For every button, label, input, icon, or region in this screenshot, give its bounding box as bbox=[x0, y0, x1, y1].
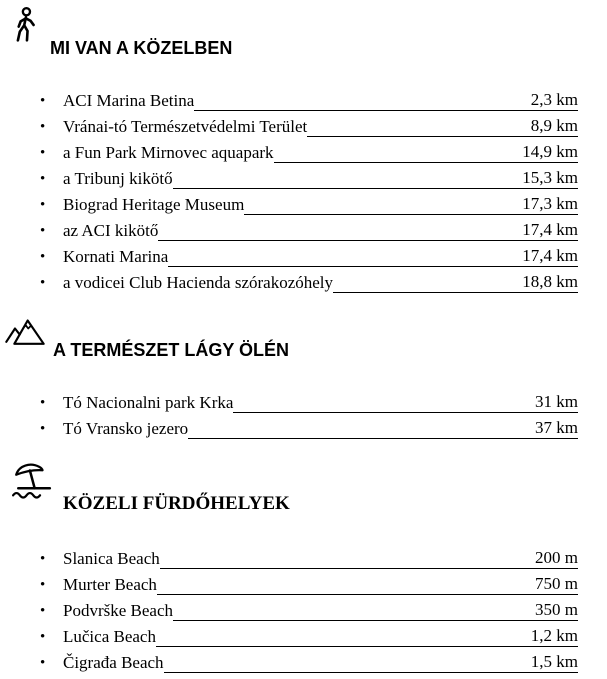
distance-value: 18,8 km bbox=[522, 272, 578, 291]
distance-value: 15,3 km bbox=[522, 168, 578, 187]
distance-value: 17,4 km bbox=[522, 220, 578, 239]
distance-value: 8,9 km bbox=[530, 116, 578, 135]
list-item bbox=[8, 163, 578, 189]
underline-leader bbox=[160, 568, 535, 569]
underline-leader bbox=[158, 240, 522, 241]
underline-leader bbox=[307, 136, 531, 137]
underline-leader bbox=[173, 188, 523, 189]
place-name: Kornati Marina bbox=[63, 247, 169, 266]
underline-leader bbox=[156, 646, 531, 647]
place-name: az ACI kikötő bbox=[63, 221, 159, 240]
list-item bbox=[8, 647, 578, 673]
list-item bbox=[8, 189, 578, 215]
list-item bbox=[8, 111, 578, 137]
underline-leader bbox=[244, 214, 522, 215]
section-header bbox=[8, 315, 578, 361]
distance-value: 17,3 km bbox=[522, 194, 578, 213]
mountain-icon bbox=[5, 315, 45, 346]
walking-person-icon bbox=[8, 6, 41, 45]
list-item bbox=[8, 215, 578, 241]
section-title: A TERMÉSZET LÁGY ÖLÉN bbox=[53, 340, 290, 360]
list-item bbox=[8, 569, 578, 595]
list-item bbox=[8, 267, 578, 293]
place-name: Vránai-tó Természetvédelmi Terület bbox=[63, 117, 308, 136]
distance-value: 14,9 km bbox=[522, 142, 578, 161]
list-item bbox=[8, 413, 578, 439]
place-name: a vodicei Club Hacienda szórakozóhely bbox=[63, 273, 334, 292]
bullet-icon: • bbox=[40, 249, 46, 265]
bullet-icon: • bbox=[40, 93, 46, 109]
list-item bbox=[8, 85, 578, 111]
bullet-icon: • bbox=[40, 395, 46, 411]
beaches-list bbox=[8, 543, 578, 673]
place-name: a Fun Park Mirnovec aquapark bbox=[63, 143, 274, 162]
beach-umbrella-icon bbox=[12, 461, 54, 503]
section-title: KÖZELI FÜRDŐHELYEK bbox=[63, 493, 290, 514]
underline-leader bbox=[333, 292, 522, 293]
section-nearby bbox=[8, 6, 578, 293]
list-item bbox=[8, 137, 578, 163]
section-title: MI VAN A KÖZELBEN bbox=[50, 38, 233, 58]
place-name: a Tribunj kikötő bbox=[63, 169, 173, 188]
underline-leader bbox=[168, 266, 522, 267]
section-header bbox=[8, 461, 578, 515]
bullet-icon: • bbox=[40, 171, 46, 187]
distance-value: 1,5 km bbox=[530, 652, 578, 671]
underline-leader bbox=[173, 620, 535, 621]
place-name: Biograd Heritage Museum bbox=[63, 195, 245, 214]
list-item bbox=[8, 621, 578, 647]
section-beaches bbox=[8, 461, 578, 673]
bullet-icon: • bbox=[40, 275, 46, 291]
underline-leader bbox=[188, 438, 535, 439]
bullet-icon: • bbox=[40, 197, 46, 213]
nearby-list bbox=[8, 85, 578, 293]
bullet-icon: • bbox=[40, 223, 46, 239]
section-header bbox=[8, 6, 578, 59]
place-name: Murter Beach bbox=[63, 575, 157, 594]
underline-leader bbox=[164, 672, 531, 673]
place-name: Lučica Beach bbox=[63, 627, 156, 646]
bullet-icon: • bbox=[40, 145, 46, 161]
bullet-icon: • bbox=[40, 603, 46, 619]
list-item bbox=[8, 241, 578, 267]
underline-leader bbox=[233, 412, 535, 413]
distance-value: 1,2 km bbox=[530, 626, 578, 645]
distance-value: 350 m bbox=[535, 600, 578, 619]
underline-leader bbox=[274, 162, 523, 163]
bullet-icon: • bbox=[40, 629, 46, 645]
place-name: ACI Marina Betina bbox=[63, 91, 195, 110]
nature-list bbox=[8, 387, 578, 439]
bullet-icon: • bbox=[40, 551, 46, 567]
place-name: Slanica Beach bbox=[63, 549, 160, 568]
list-item bbox=[8, 595, 578, 621]
distance-value: 37 km bbox=[535, 418, 578, 437]
place-name: Čigrađa Beach bbox=[63, 653, 164, 672]
distance-value: 750 m bbox=[535, 574, 578, 593]
distance-value: 2,3 km bbox=[530, 90, 578, 109]
underline-leader bbox=[194, 110, 531, 111]
distance-value: 17,4 km bbox=[522, 246, 578, 265]
place-name: Tó Vransko jezero bbox=[63, 419, 189, 438]
underline-leader bbox=[157, 594, 535, 595]
distance-value: 200 m bbox=[535, 548, 578, 567]
bullet-icon: • bbox=[40, 119, 46, 135]
bullet-icon: • bbox=[40, 577, 46, 593]
place-name: Podvrške Beach bbox=[63, 601, 174, 620]
bullet-icon: • bbox=[40, 421, 46, 437]
list-item bbox=[8, 387, 578, 413]
section-nature bbox=[8, 315, 578, 439]
place-name: Tó Nacionalni park Krka bbox=[63, 393, 234, 412]
bullet-icon: • bbox=[40, 655, 46, 671]
list-item bbox=[8, 543, 578, 569]
distance-value: 31 km bbox=[535, 392, 578, 411]
